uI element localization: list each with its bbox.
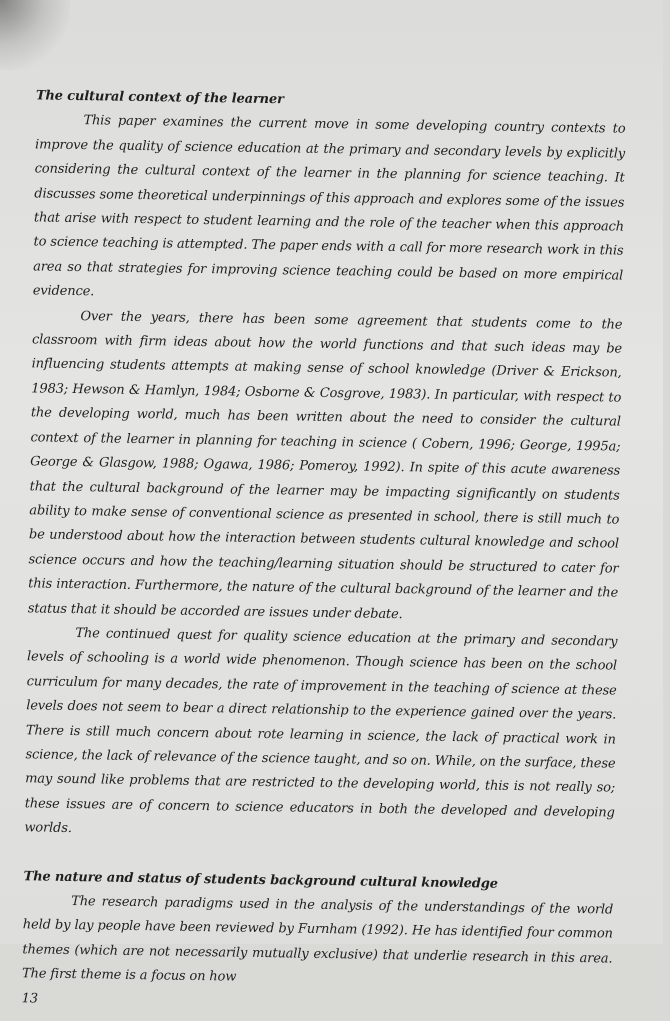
paragraph: This paper examines the current move in some developing country contexts to improve the quality of science education at the primary and secondary levels by explicitly considering the cultural context of the learner in the planning for science teaching. It discusses some theoretical underpinnings of this approach and explores some of the issues that arise with respect to student learning and the role of the teacher when this approach to science teaching is attempted. The paper ends with a call for more research work in this area so that strategies for improving science teaching could be based on more empirical evidence. [32, 113, 626, 300]
section-heading-cultural-context: The cultural context of the learner [35, 88, 284, 108]
paragraph: Over the years, there has been some agreement that students come to the classroom with firm ideas about how the world functions and that such ideas may be influencing students attempts at making sense of school knowledge (Driver & Erickson, 1983; Hewson & Hamlyn, 1984; Osborne & Cosgrove, 1983). In particular, with respect to the developing world, much has been written about the need to consider the cultural context of the learner in planning for teaching in science ( Cobern, 1996; George, 1995a; George & Glasgow, 1988; Ogawa, 1986; Pomeroy, 1992). In spite of this acute awareness that the cultural background of the learner may be impacting significantly on students ability to make sense of conventional science as presented in school, there is still much to be understood about how the interaction between students cultural knowledge and school science occurs and how the teaching/learning situation should be structured to cater for this interaction. Furthermore, the nature of the cultural background of the learner and the status that it should be accorded are issues under debate. [27, 308, 623, 622]
paragraph: The continued quest for quality science education at the primary and secondary levels of schooling is a world wide phenomenon. Though science has been on the school curriculum for many decades, the rate of improvement in the teaching of science at these levels does not seem to bear a direct relationship to the experience gained over the years. There is still much concern about rote learning in science, the lack of practical work in science, the lack of relevance of the science taught, and so on. While, on the surface, these may sound like problems that are restricted to the developing world, this is not really so; these issues are of concern to science educators in both the developed and developing worlds. [24, 625, 618, 837]
page-content [21, 84, 625, 1020]
page-number: 13 [21, 990, 39, 1007]
section-heading-background-knowledge: The nature and status of students background cultural knowledge [23, 868, 498, 892]
paragraph: The research paradigms used in the analysis of the understandings of the world held by lay people have been reviewed by Furnham (1992). He has identified four common themes (which are not necessarily mutually exclusive) that underlie research in this area. The first theme is a focus on how [21, 894, 614, 985]
